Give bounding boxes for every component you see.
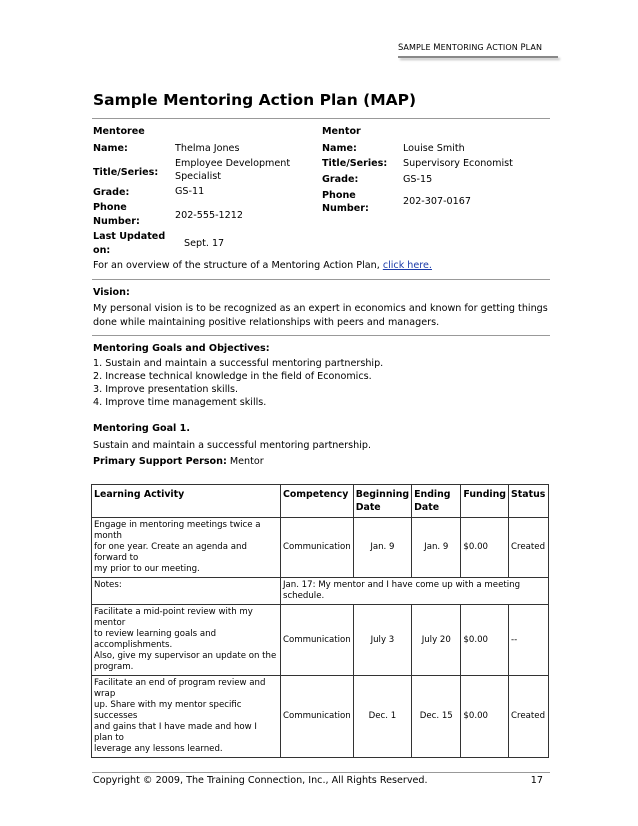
vision-line2: done while maintaining positive relationships with peers and managers. — [93, 317, 440, 328]
vision-line1: My personal vision is to be recognized as an expert in economics and known for getting things — [93, 303, 548, 314]
activity-cell: Facilitate a mid-point review with my mentor to review learning goals and accomplishments. Also, give my supervisor an update on the program. — [92, 605, 281, 676]
activity-cell: Engage in mentoring meetings twice a month for one year. Create an agenda and forward to my prior to our meeting. — [92, 518, 281, 578]
header-ending: Ending Date — [412, 485, 461, 518]
support-person: Mentor — [226, 456, 264, 467]
mentor-heading: Mentor — [322, 126, 361, 137]
table-header-row — [92, 485, 549, 518]
header-beginning: Beginning Date — [353, 485, 411, 518]
end-date-cell: Jan. 9 — [412, 518, 461, 578]
end-date-cell: July 20 — [412, 605, 461, 676]
begin-date-cell: Dec. 1 — [353, 676, 411, 758]
goal-item: 1. Sustain and maintain a successful mentoring partnership. — [93, 358, 384, 369]
footer — [93, 775, 549, 786]
mentor-phone-label-1: Phone — [322, 190, 356, 201]
goal-item: 2. Increase technical knowledge in the field of Economics. — [93, 371, 372, 382]
mentor-phone-label-2: Number: — [322, 203, 369, 214]
title-rule — [92, 118, 550, 119]
section-rule — [92, 279, 550, 280]
mentee-name-label: Name: — [93, 143, 128, 154]
mentee-title-line2: Specialist — [175, 171, 221, 182]
mentee-grade: GS-11 — [175, 186, 205, 197]
status-cell: -- — [509, 605, 549, 676]
mentee-phone: 202-555-1212 — [175, 210, 243, 221]
mentee-heading: Mentoree — [93, 126, 145, 137]
mentee-phone-label-1: Phone — [93, 202, 127, 213]
page-title: Sample Mentoring Action Plan (MAP) — [93, 91, 417, 109]
section-rule — [92, 335, 550, 336]
status-cell: Created — [509, 676, 549, 758]
mentor-name-label: Name: — [322, 143, 357, 154]
header-status: Status — [509, 485, 549, 518]
support-label: Primary Support Person: — [93, 456, 227, 467]
overview-line — [93, 259, 432, 272]
updated-label-2: on: — [93, 245, 111, 256]
table-row — [92, 605, 549, 676]
running-header: SAMPLE MENTORING ACTION PLAN — [398, 42, 543, 52]
goal1-text: Sustain and maintain a successful mentoring partnership. — [93, 440, 372, 451]
funding-cell: $0.00 — [461, 605, 509, 676]
table-row — [92, 676, 549, 758]
notes-text: Jan. 17: My mentor and I have come up with a meeting schedule. — [280, 578, 548, 605]
overview-link[interactable]: click here. — [382, 260, 432, 271]
footer-rule — [92, 772, 550, 773]
competency-cell: Communication — [280, 518, 353, 578]
mentor-grade-label: Grade: — [322, 174, 359, 185]
copyright: Copyright © 2009, The Training Connection, Inc., All Rights Reserved. — [93, 775, 428, 786]
mentee-title-label: Title/Series: — [93, 167, 159, 178]
goal1-heading: Mentoring Goal 1. — [93, 423, 191, 434]
vision-heading: Vision: — [93, 287, 130, 298]
mentee-title-line1: Employee Development — [175, 158, 291, 169]
begin-date-cell: Jan. 9 — [353, 518, 411, 578]
support-line — [93, 455, 264, 468]
status-cell: Created — [509, 518, 549, 578]
mentor-phone: 202-307-0167 — [403, 196, 471, 207]
updated-label-1: Last Updated — [93, 231, 166, 242]
mentee-name: Thelma Jones — [175, 143, 240, 154]
mentor-title-label: Title/Series: — [322, 158, 388, 169]
goal-item: 4. Improve time management skills. — [93, 397, 267, 408]
updated-date: Sept. 17 — [184, 238, 225, 249]
begin-date-cell: July 3 — [353, 605, 411, 676]
notes-label: Notes: — [92, 578, 281, 605]
header-activity: Learning Activity — [92, 485, 281, 518]
activity-cell: Facilitate an end of program review and wrap up. Share with my mentor specific successes and gains that I have made and how I plan to leverage any lessons learned. — [92, 676, 281, 758]
goals-heading: Mentoring Goals and Objectives: — [93, 343, 270, 354]
end-date-cell: Dec. 15 — [412, 676, 461, 758]
header-rule — [398, 56, 558, 58]
funding-cell: $0.00 — [461, 518, 509, 578]
competency-cell: Communication — [280, 605, 353, 676]
learning-activity-table — [91, 484, 549, 758]
overview-text: For an overview of the structure of a Mentoring Action Plan, — [93, 260, 383, 271]
mentor-title: Supervisory Economist — [403, 158, 513, 169]
notes-row — [92, 578, 549, 605]
funding-cell: $0.00 — [461, 676, 509, 758]
page-number: 17 — [530, 775, 543, 786]
mentor-grade: GS-15 — [403, 174, 433, 185]
mentor-name: Louise Smith — [403, 143, 465, 154]
goal-item: 3. Improve presentation skills. — [93, 384, 239, 395]
table-row — [92, 518, 549, 578]
header-competency: Competency — [280, 485, 353, 518]
header-funding: Funding — [461, 485, 509, 518]
mentee-phone-label-2: Number: — [93, 216, 140, 227]
competency-cell: Communication — [280, 676, 353, 758]
mentee-grade-label: Grade: — [93, 187, 130, 198]
